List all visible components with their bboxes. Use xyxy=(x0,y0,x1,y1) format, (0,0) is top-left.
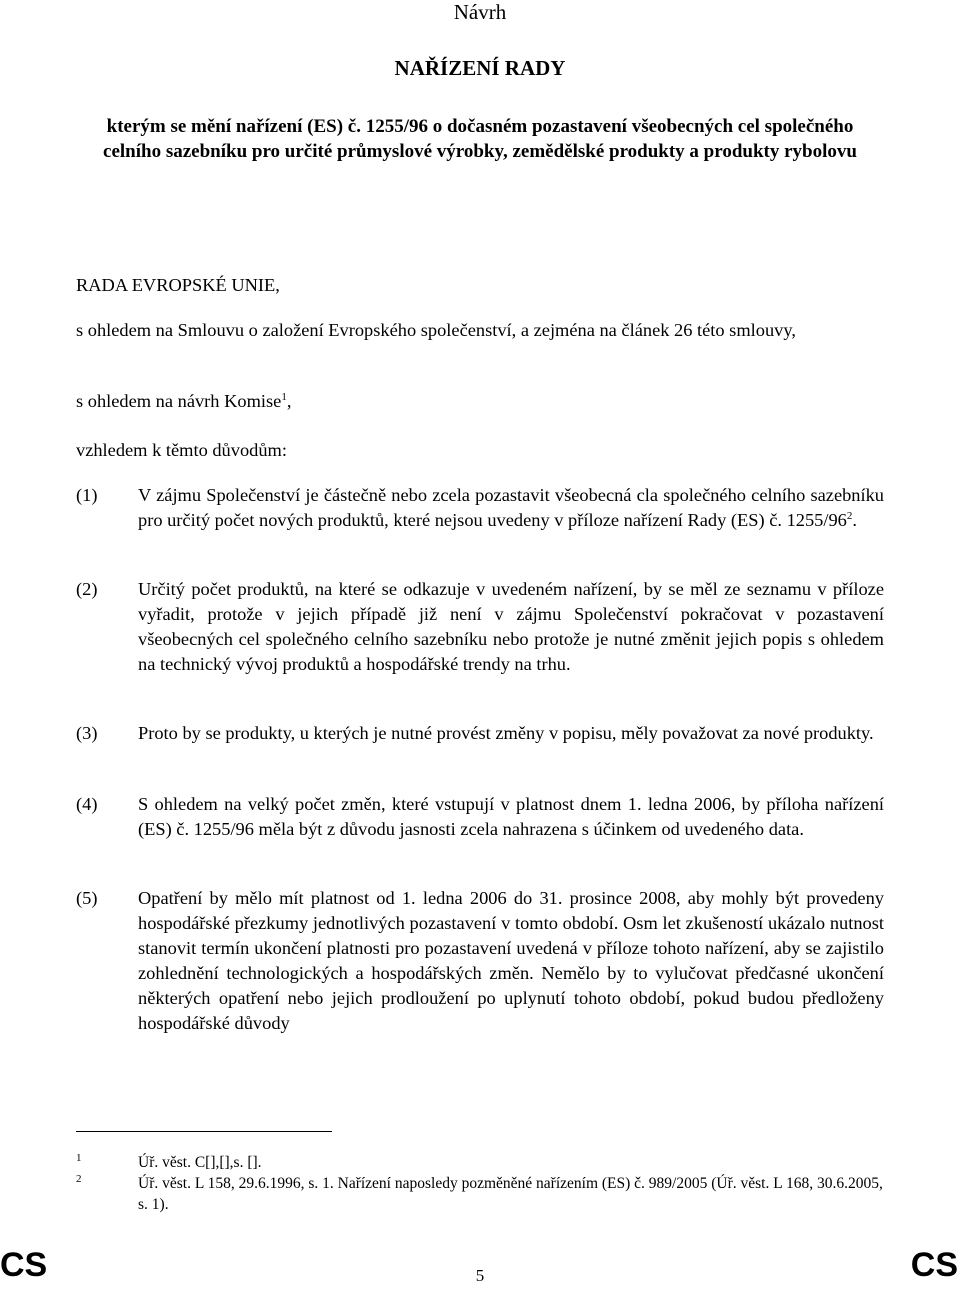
draft-label: Návrh xyxy=(453,0,507,24)
recital-3 xyxy=(76,721,884,746)
recital-number: (2) xyxy=(76,579,98,599)
recital-text: S ohledem na velký počet změn, které vstupují v platnost dnem 1. ledna 2006, by příloha nařízení (ES) č. 1255/96 měla být z důvodu jasnosti zcela nahrazena s účinkem od uvedeného data. xyxy=(138,794,884,839)
footnote-separator xyxy=(76,1131,332,1132)
proposal-reference-end: , xyxy=(286,391,292,411)
proposal-reference-text: s ohledem na návrh Komise xyxy=(76,391,282,411)
recital-text: Určitý počet produktů, na které se odkazuje v uvedeném nařízení, by se měl ze seznamu v příloze vyřadit, protože v jejich případě již není v zájmu Společenství pokračovat v pozastavení všeobecných cel společného celního sazebníku nebo protože je nutné změnit jejich popis s ohledem na technický vývoj produktů a hospodářské trendy na trhu. xyxy=(138,579,884,674)
footnote-2 xyxy=(76,1173,884,1215)
recital-1-end: . xyxy=(852,510,857,530)
language-code-right: CS xyxy=(910,1246,958,1284)
language-code-left: CS xyxy=(0,1246,48,1284)
recital-2 xyxy=(76,577,884,677)
proposal-reference xyxy=(76,389,884,414)
recital-1 xyxy=(76,483,884,533)
footnote-text: Úř. věst. C[],[],s. []. xyxy=(138,1154,262,1171)
footnote-mark: 1 xyxy=(76,1152,82,1164)
recital-1-body: V zájmu Společenství je částečně nebo zcela pozastavit všeobecná cla společného celního sazebníku pro určitý počet nových produktů, které nejsou uvedeny v příloze nařízení Rady (ES) č. 1255/96 xyxy=(138,485,884,530)
page-number: 5 xyxy=(475,1266,485,1285)
whereas-line: vzhledem k těmto důvodům: xyxy=(76,440,287,460)
treaty-reference: s ohledem na Smlouvu o založení Evropského společenství, a zejména na článek 26 této smlouvy, xyxy=(76,320,796,340)
recital-5 xyxy=(76,886,884,1036)
document-subtitle: kterým se mění nařízení (ES) č. 1255/96 o dočasném pozastavení všeobecných cel společného celního sazebníku pro určité průmyslové výrobky, zemědělské produkty a produkty rybolovu xyxy=(103,116,857,162)
recital-number: (4) xyxy=(76,794,98,814)
institution-line: RADA EVROPSKÉ UNIE, xyxy=(76,275,280,295)
footnote-1 xyxy=(76,1152,884,1173)
document-title: NAŘÍZENÍ RADY xyxy=(394,56,566,80)
recital-number: (3) xyxy=(76,723,98,743)
recital-text: Proto by se produkty, u kterých je nutné provést změny v popisu, měly považovat za nové produkty. xyxy=(138,723,874,743)
recital-text: Opatření by mělo mít platnost od 1. ledna 2006 do 31. prosince 2008, aby mohly být provedeny hospodářské přezkumy jednotlivých pozastavení v tomto období. Osm let zkušeností ukázalo nutnost stanovit termín ukončení platnosti pro pozastavení uvedená v příloze tohoto nařízení, aby se zajistilo zohlednění technologických a hospodářských změn. Nemělo by to vylučovat předčasné ukončení některých opatření nebo jejich prodloužení po uplynutí tohoto období, pokud budou předloženy hospodářské důvody xyxy=(138,888,884,1033)
footnote-ref-1[interactable]: 1 xyxy=(281,390,287,403)
footnote-mark: 2 xyxy=(76,1173,82,1185)
recital-number: (1) xyxy=(76,485,98,505)
footnote-ref-2[interactable]: 2 xyxy=(846,509,853,522)
recital-4 xyxy=(76,792,884,842)
recital-text xyxy=(138,483,884,533)
footnote-text: Úř. věst. L 158, 29.6.1996, s. 1. Nařízení naposledy pozměněné nařízením (ES) č. 989/2005 (Úř. věst. L 168, 30.6.2005, s. 1). xyxy=(138,1175,883,1213)
recital-number: (5) xyxy=(76,888,98,908)
